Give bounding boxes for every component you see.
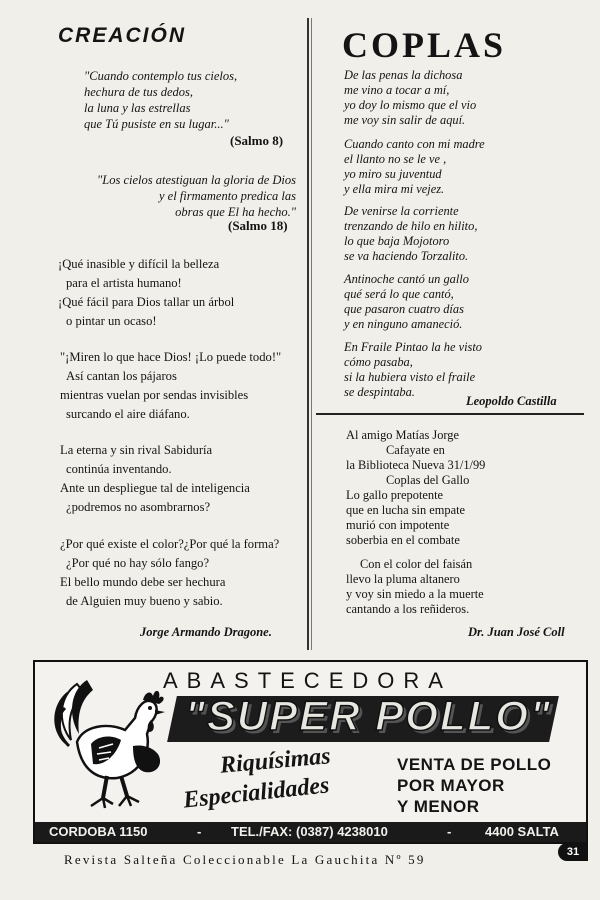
copla-line: que pasaron cuatro días bbox=[344, 302, 464, 316]
poem-line: mientras vuelan por sendas invisibles bbox=[60, 388, 249, 402]
copla-line: En Fraile Pintao la he visto bbox=[344, 340, 482, 354]
poem-line: Así cantan los pájaros bbox=[66, 369, 177, 383]
poem-line: ¡Qué inasible y difícil la belleza bbox=[58, 257, 220, 271]
super-pollo-advertisement bbox=[33, 660, 588, 844]
copla-line: lo que baja Mojotoro bbox=[344, 234, 450, 248]
copla-line: me voy sin salir de aquí. bbox=[344, 113, 466, 127]
psalm-18-quote bbox=[64, 172, 296, 220]
poem-line: ¿Por qué existe el color?¿Por qué la forma? bbox=[60, 537, 280, 551]
poem-line: "¡Miren lo que hace Dios! ¡Lo puede todo!" bbox=[60, 350, 282, 364]
psalm-18-reference: (Salmo 18) bbox=[228, 218, 288, 233]
copla-line: el llanto no se le ve , bbox=[344, 152, 447, 166]
rooster-icon bbox=[47, 674, 172, 814]
quote-line: "Los cielos atestiguan la gloria de Dios bbox=[97, 173, 296, 187]
poem-line: Ante un despliegue tal de inteligencia bbox=[60, 481, 250, 495]
quote-line: hechura de tus dedos, bbox=[84, 85, 194, 99]
coll-line: soberbia en el combate bbox=[346, 533, 460, 547]
copla-line: cómo pasaba, bbox=[344, 355, 413, 369]
separator: - bbox=[197, 824, 202, 839]
ad-phone: TEL./FAX: (0387) 4238010 bbox=[231, 824, 388, 839]
poem-line: de Alguien muy bueno y sabio. bbox=[66, 594, 223, 608]
poem-line: continúa inventando. bbox=[66, 462, 172, 476]
copla-line: Cuando canto con mi madre bbox=[344, 137, 485, 151]
quote-line: obras que El ha hecho." bbox=[175, 205, 296, 219]
quote-line: y el firmamento predica las bbox=[158, 189, 296, 203]
copla-line: trenzando de hilo en hilito, bbox=[344, 219, 478, 233]
coll-line: Con el color del faisán bbox=[360, 557, 473, 571]
sale-line: POR MAYOR bbox=[397, 776, 505, 795]
coll-line: cantando a los reñideros. bbox=[346, 602, 470, 616]
poem-line: El bello mundo debe ser hechura bbox=[60, 575, 226, 589]
ad-city: 4400 SALTA bbox=[485, 824, 559, 839]
copla-line: yo miro su juventud bbox=[344, 167, 442, 181]
ad-contact-bar bbox=[35, 822, 586, 842]
poem-line: ¿podremos no asombrarnos? bbox=[66, 500, 211, 514]
psalm-8-quote bbox=[84, 68, 294, 132]
coll-line: llevo la pluma altanero bbox=[346, 572, 460, 586]
copla-line: si la hubiera visto el fraile bbox=[344, 370, 476, 384]
poem-line: ¿Por qué no hay sólo fango? bbox=[66, 556, 210, 570]
copla-line: me vino a tocar a mí, bbox=[344, 83, 450, 97]
ad-address: CORDOBA 1150 bbox=[49, 824, 148, 839]
copla-line: y ella mira mi vejez. bbox=[344, 182, 445, 196]
sale-line: Y MENOR bbox=[397, 797, 480, 816]
coll-line: que en lucha sin empate bbox=[346, 503, 466, 517]
ad-sale-text bbox=[397, 754, 551, 817]
coll-line: Lo gallo prepotente bbox=[346, 488, 444, 502]
coll-line: Cafayate en bbox=[386, 443, 445, 457]
copla-line: De venirse la corriente bbox=[344, 204, 459, 218]
copla-line: yo doy lo mismo que el vio bbox=[344, 98, 477, 112]
author-castilla: Leopoldo Castilla bbox=[466, 394, 557, 408]
coll-line: murió con impotente bbox=[346, 518, 450, 532]
copla-line: De las penas la dichosa bbox=[344, 68, 463, 82]
author-dragone: Jorge Armando Dragone. bbox=[140, 625, 272, 639]
coplas-title: COPLAS bbox=[342, 25, 507, 65]
column-divider bbox=[307, 18, 309, 650]
psalm-8-reference: (Salmo 8) bbox=[230, 133, 284, 148]
brand-name: "SUPER POLLO" bbox=[185, 692, 552, 739]
page-number: 31 bbox=[558, 843, 588, 861]
magazine-footer: Revista Salteña Coleccionable La Gauchita Nº 59 bbox=[64, 852, 426, 867]
copla-line: Antinoche cantó un gallo bbox=[344, 272, 469, 286]
poem-line: La eterna y sin rival Sabiduría bbox=[60, 443, 213, 457]
section-divider bbox=[316, 413, 584, 415]
copla-line: qué será lo que cantó, bbox=[344, 287, 454, 301]
coll-line: Coplas del Gallo bbox=[386, 473, 470, 487]
quote-line: la luna y las estrellas bbox=[84, 101, 191, 115]
ad-heading: ABASTECEDORA bbox=[163, 668, 452, 693]
copla-line: se va haciendo Torzalito. bbox=[344, 249, 469, 263]
copla-line: y en ninguno amaneció. bbox=[344, 317, 463, 331]
creacion-title: CREACIÓN bbox=[58, 24, 187, 47]
coll-line: la Biblioteca Nueva 31/1/99 bbox=[346, 458, 486, 472]
ad-script-especialidades: Especialidades bbox=[181, 772, 331, 814]
coll-line: Al amigo Matías Jorge bbox=[346, 428, 459, 442]
poem-line: para el artista humano! bbox=[66, 276, 182, 290]
author-coll: Dr. Juan José Coll bbox=[468, 625, 565, 639]
poem-line: o pintar un ocaso! bbox=[66, 314, 157, 328]
ad-script-riquisimas: Riquísimas bbox=[219, 743, 332, 779]
quote-line: "Cuando contemplo tus cielos, bbox=[84, 69, 238, 83]
separator: - bbox=[447, 824, 452, 839]
sale-line: VENTA DE POLLO bbox=[397, 755, 552, 774]
poem-line: surcando el aire diáfano. bbox=[66, 407, 190, 421]
copla-line: se despintaba. bbox=[344, 385, 415, 399]
quote-line: que Tú pusiste en su lugar..." bbox=[84, 117, 229, 131]
coll-line: y voy sin miedo a la muerte bbox=[346, 587, 484, 601]
column-divider-inner bbox=[311, 18, 312, 650]
poem-line: ¡Qué fácil para Dios tallar un árbol bbox=[58, 295, 235, 309]
